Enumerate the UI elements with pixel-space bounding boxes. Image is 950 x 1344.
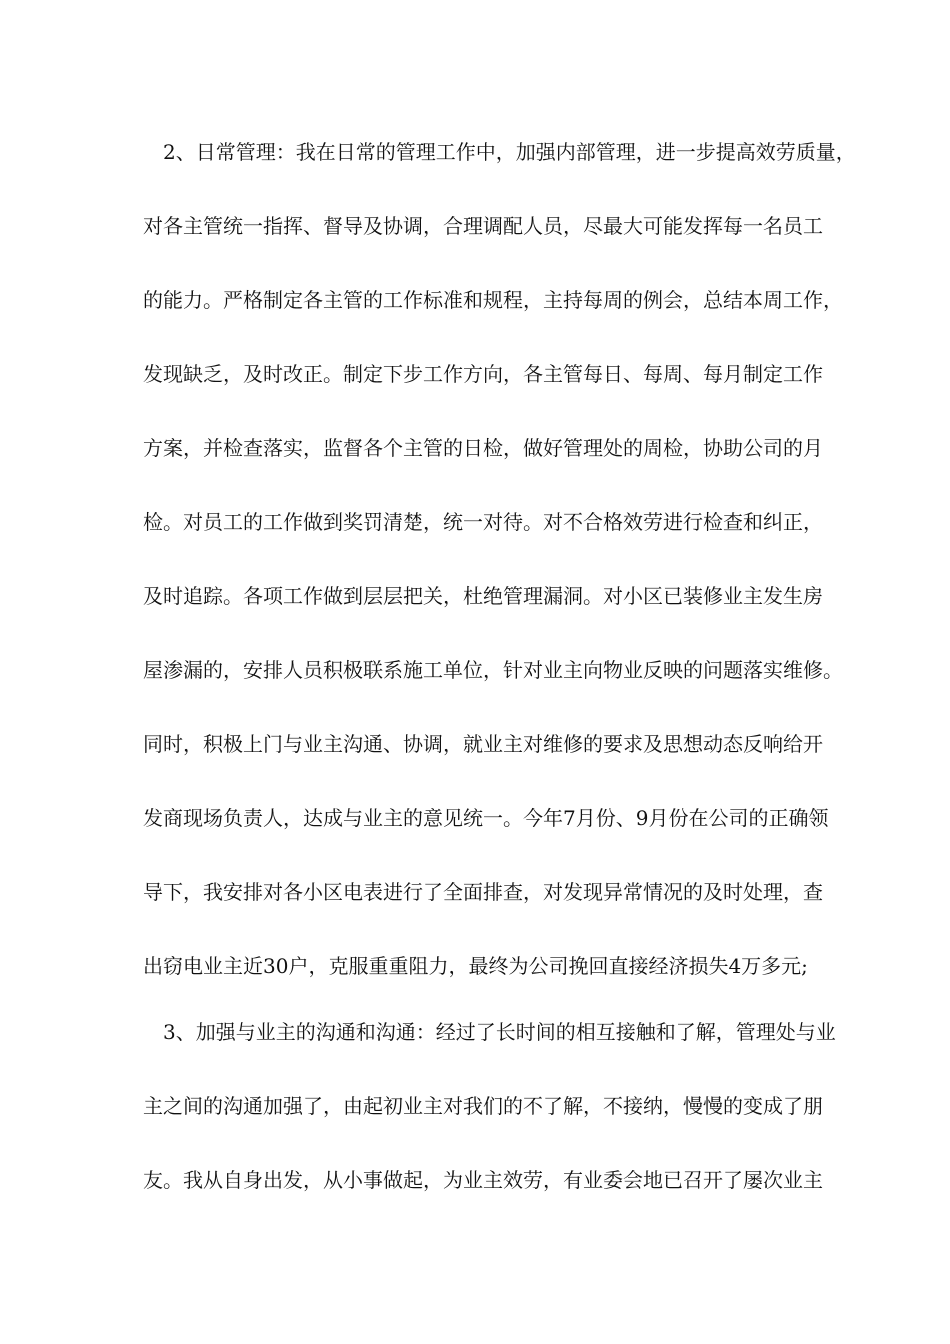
paragraph-3-line-2: 主之间的沟通加强了，由起初业主对我们的不了解，不接纳，慢慢的变成了朋 [143, 1094, 823, 1118]
paragraph-3-line-1: 3、加强与业主的沟通和沟通：经过了长时间的相互接触和了解，管理处与业 [163, 1020, 836, 1044]
paragraph-2-line-5: 方案，并检查落实，监督各个主管的日检，做好管理处的周检，协助公司的月 [143, 436, 823, 460]
paragraph-2-line-6: 检。对员工的工作做到奖罚清楚，统一对待。对不合格效劳进行检查和纠正， [143, 510, 823, 534]
paragraph-2-line-8: 屋渗漏的，安排人员积极联系施工单位，针对业主向物业反映的问题落实维修。 [143, 658, 843, 682]
paragraph-2-line-2: 对各主管统一指挥、督导及协调，合理调配人员，尽最大可能发挥每一名员工 [143, 214, 823, 238]
paragraph-2-line-3: 的能力。严格制定各主管的工作标准和规程，主持每周的例会，总结本周工作， [143, 288, 843, 312]
paragraph-2-line-1: 2、日常管理：我在日常的管理工作中，加强内部管理，进一步提高效劳质量， [163, 140, 856, 164]
paragraph-2-line-10: 发商现场负责人，达成与业主的意见统一。今年7月份、9月份在公司的正确领 [143, 806, 829, 830]
paragraph-3-line-3: 友。我从自身出发，从小事做起，为业主效劳，有业委会地已召开了屡次业主 [143, 1168, 823, 1192]
paragraph-2-line-9: 同时，积极上门与业主沟通、协调，就业主对维修的要求及思想动态反响给开 [143, 732, 823, 756]
paragraph-2-line-4: 发现缺乏，及时改正。制定下步工作方向，各主管每日、每周、每月制定工作 [143, 362, 823, 386]
paragraph-2-line-12: 出窃电业主近30户，克服重重阻力，最终为公司挽回直接经济损失4万多元; [143, 954, 808, 978]
paragraph-2-line-7: 及时追踪。各项工作做到层层把关，杜绝管理漏洞。对小区已装修业主发生房 [143, 584, 823, 608]
paragraph-2-line-11: 导下，我安排对各小区电表进行了全面排查，对发现异常情况的及时处理，查 [143, 880, 823, 904]
